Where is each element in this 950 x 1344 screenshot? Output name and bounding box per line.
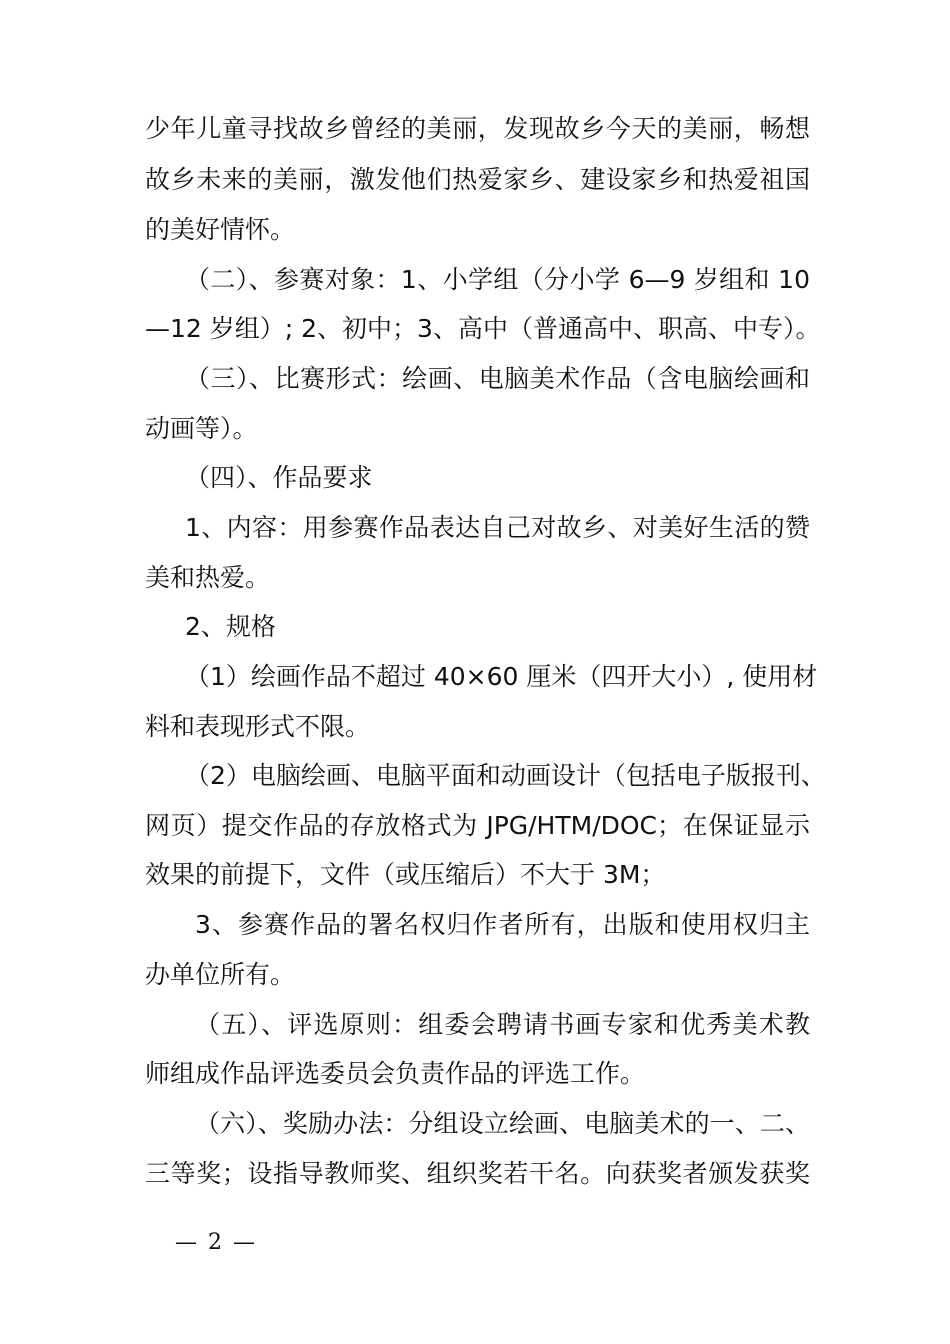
section-heading: （四）、作品要求	[185, 463, 373, 492]
text-line: 三等奖；设指导教师奖、组织奖若干名。向获奖者颁发获奖	[145, 1159, 810, 1188]
text-line: —12 岁组）; 2、初中；3、高中（普通高中、职高、中专）。	[145, 314, 821, 343]
text-line: 办单位所有。	[145, 960, 296, 989]
text-line: 动画等）。	[145, 414, 258, 443]
text-line: 效果的前提下，文件（或压缩后）不大于 3M；	[145, 860, 666, 889]
page-number: — 2 —	[175, 1230, 257, 1255]
text-line: （五）、评选原则：组委会聘请书画专家和优秀美术教	[195, 1010, 810, 1039]
text-line: 美和热爱。	[145, 563, 271, 592]
text-line: （三）、比赛形式：绘画、电脑美术作品（含电脑绘画和	[185, 364, 810, 393]
text-line: （1）绘画作品不超过 40×60 厘米（四开大小）, 使用材	[185, 662, 818, 691]
text-line: 故乡未来的美丽，激发他们热爱家乡、建设家乡和热爱祖国	[145, 165, 810, 194]
text-line: （2）电脑绘画、电脑平面和动画设计（包括电子版报刊、	[185, 761, 826, 790]
text-line: （六）、奖励办法：分组设立绘画、电脑美术的一、二、	[195, 1109, 810, 1138]
text-line: 1、内容：用参赛作品表达自己对故乡、对美好生活的赞	[185, 513, 810, 542]
text-line: 师组成作品评选委员会负责作品的评选工作。	[145, 1059, 646, 1088]
text-line: 网页）提交作品的存放格式为 JPG/HTM/DOC；在保证显示	[145, 811, 810, 840]
text-line: 3、参赛作品的署名权归作者所有，出版和使用权归主	[195, 910, 810, 939]
sub-heading: 2、规格	[185, 612, 276, 641]
text-line: 料和表现形式不限。	[145, 712, 371, 741]
text-line: 少年儿童寻找故乡曾经的美丽，发现故乡今天的美丽，畅想	[145, 114, 810, 143]
text-line: 的美好情怀。	[145, 215, 296, 244]
text-line: （二）、参赛对象：1、小学组（分小学 6—9 岁组和 10	[185, 265, 810, 294]
